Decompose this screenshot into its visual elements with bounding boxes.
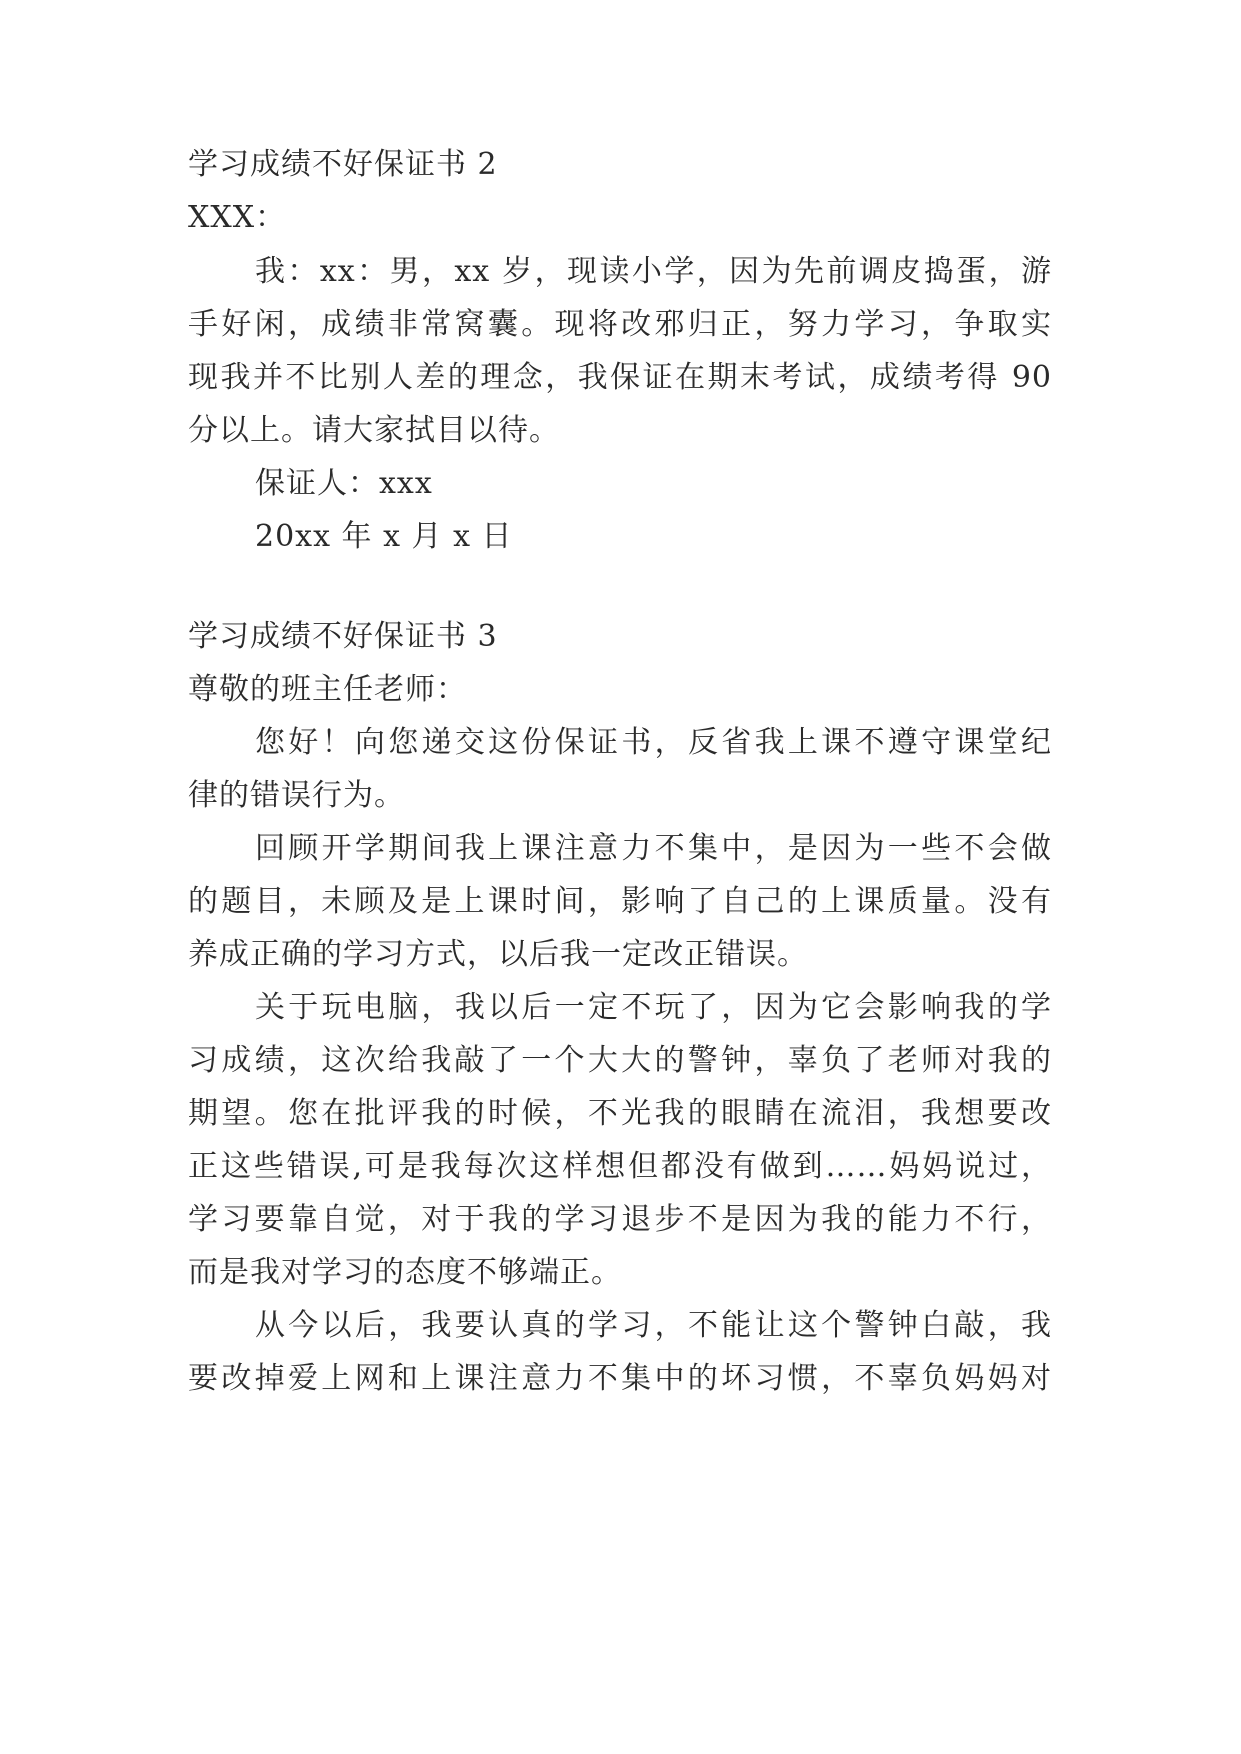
section3-paragraph-line: 期望。您在批评我的时候，不光我的眼睛在流泪，我想要改	[188, 1096, 1052, 1131]
section3-paragraph-line: 关于玩电脑，我以后一定不玩了，因为它会影响我的学	[255, 990, 1052, 1025]
section3-paragraph-line: 的题目，未顾及是上课时间，影响了自己的上课质量。没有	[188, 884, 1052, 919]
section2-date: 20xx 年 x 月 x 日	[255, 519, 513, 554]
section3-paragraph-line: 您好！向您递交这份保证书，反省我上课不遵守课堂纪	[255, 725, 1052, 760]
section2-body-line: 现我并不比别人差的理念，我保证在期末考试，成绩考得 90	[188, 360, 1052, 395]
section3-title: 学习成绩不好保证书 3	[188, 619, 498, 654]
section3-paragraph-line: 回顾开学期间我上课注意力不集中，是因为一些不会做	[255, 831, 1052, 866]
section3-paragraph-line: 而是我对学习的态度不够端正。	[188, 1255, 622, 1290]
section3-salutation: 尊敬的班主任老师：	[188, 672, 467, 707]
section3-paragraph-line: 学习要靠自觉，对于我的学习退步不是因为我的能力不行，	[188, 1202, 1052, 1237]
section3-paragraph-line: 养成正确的学习方式，以后我一定改正错误。	[188, 937, 808, 972]
section3-paragraph-line: 正这些错误,可是我每次这样想但都没有做到……妈妈说过，	[188, 1149, 1052, 1184]
section3-paragraph-line: 从今以后，我要认真的学习，不能让这个警钟白敲，我	[255, 1308, 1052, 1343]
section2-body-line: 手好闲，成绩非常窝囊。现将改邪归正，努力学习，争取实	[188, 307, 1052, 342]
section3-paragraph-line: 律的错误行为。	[188, 778, 405, 813]
section3-paragraph-line: 要改掉爱上网和上课注意力不集中的坏习惯，不辜负妈妈对	[188, 1361, 1052, 1396]
section2-title: 学习成绩不好保证书 2	[188, 147, 498, 182]
section3-paragraph-line: 习成绩，这次给我敲了一个大大的警钟，辜负了老师对我的	[188, 1043, 1052, 1078]
section2-signer: 保证人：xxx	[255, 466, 433, 501]
section2-salutation: XXX：	[188, 200, 287, 235]
section2-body-line: 分以上。请大家拭目以待。	[188, 413, 560, 448]
section2-body-line: 我：xx：男，xx 岁，现读小学，因为先前调皮捣蛋，游	[255, 254, 1052, 289]
